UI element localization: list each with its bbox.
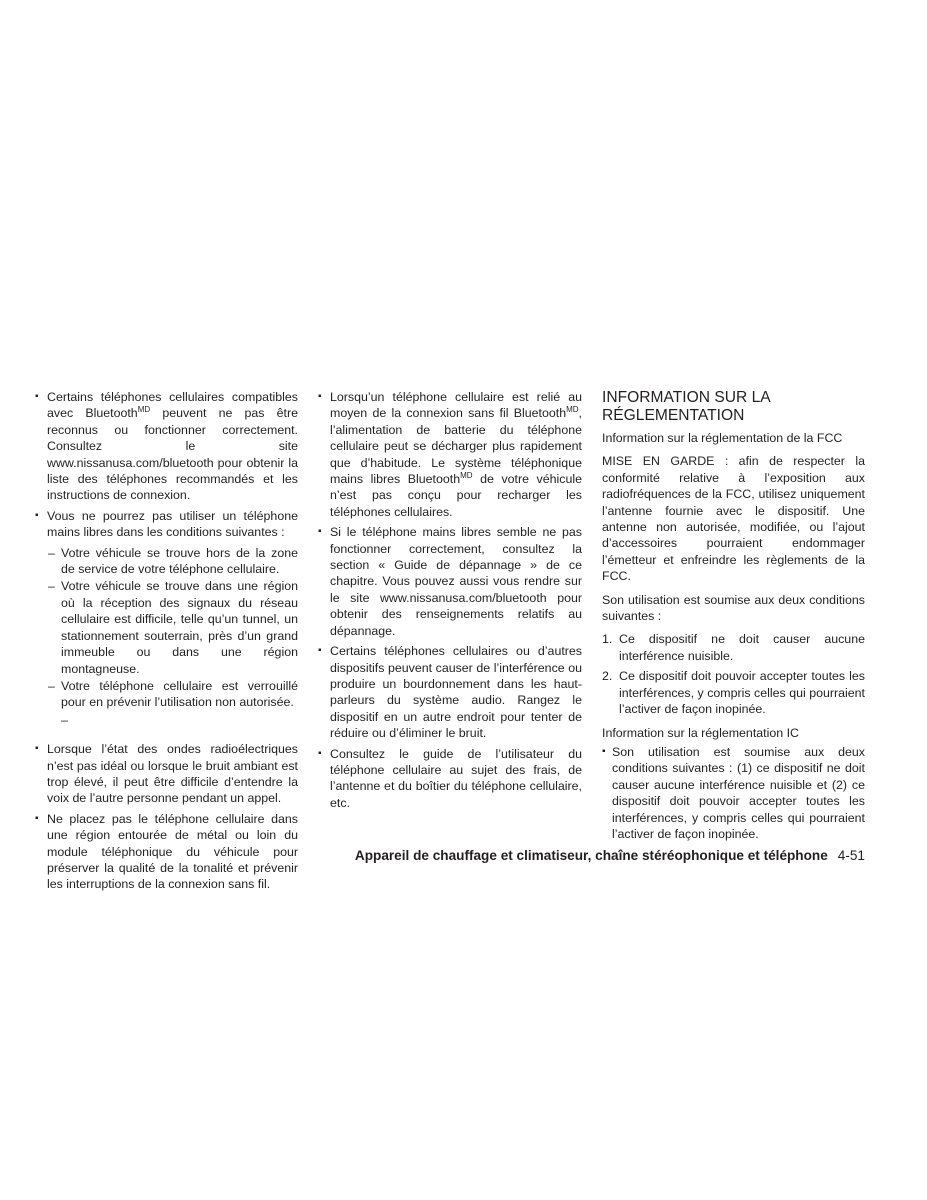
fcc-subtitle: Information sur la réglementation de la FCC	[602, 431, 843, 445]
bullet-phone-placement: ▪ Ne placez pas le téléphone cellulaire dans une région entourée de métal ou loin du module téléphonique du véhicule pour préserver la qualité de la tonalité et prévenir les interruptions de la connexion sans fil.	[35, 811, 298, 893]
left-column	[35, 389, 298, 897]
bullet-ic-conditions: ▪ Son utilisation est soumise aux deux conditions suivantes : (1) ce dispositif ne doit causer aucune interférence nuisible et (2) ce dispositif doit pouvoir accepter toutes les interférences, y compris celles qui pourraient l’activer de façon inopinée.	[602, 744, 865, 842]
fcc-warning: MISE EN GARDE : afin de respecter la conformité relative à l’exposition aux radiofréquences de la FCC, utilisez uniquement l’antenne fournie avec le dispositif. Une antenne non autorisée, modifiée, ou l’ajout d’accessoires pourraient endommager l’émetteur et enfreindre les règlements de la FCC.	[602, 454, 865, 584]
footer-section-title: Appareil de chauffage et climatiseur, chaîne stéréophonique et téléphone	[354, 848, 828, 863]
bullet-radio-conditions: ▪ Lorsque l’état des ondes radioélectriques n’est pas idéal ou lorsque le bruit ambiant est trop élevé, il peut être difficile d’entendre la voix de l’autre personne pendant un appel.	[35, 741, 298, 807]
page-number: 4-51	[837, 848, 865, 863]
empty-sub-item	[35, 712, 298, 728]
numbered-item-1: 1. Ce dispositif ne doit causer aucune interférence nuisible.	[602, 632, 865, 663]
bullet-battery-drain: ▪ Lorsqu’un téléphone cellulaire est relié au moyen de la connexion sans fil Bluetooth$^{MD}$, l’alimentation de batterie du téléphone cellulaire peut se décharger plus rapidement que d’habitude. Le système téléphonique mains libres Bluetooth$^{MD}$ de votre véhicule n’est pas conçu pour recharger les téléphones cellulaires.	[318, 389, 582, 520]
conditions-intro: Son utilisation est soumise aux deux conditions suivantes :	[602, 592, 865, 624]
bullet-compatible-phones: ▪ Certains téléphones cellulaires compatibles avec Bluetooth$^{MD}$ peuvent ne pas être reconnus ou fonctionner correctement. Consultez le site www.nissanusa.com/bluetooth pour obtenir la liste des téléphones recommandés et les instructions de connexion.	[35, 389, 298, 504]
bullet-interference: ▪ Certains téléphones cellulaires ou d’autres dispositifs peuvent causer de l’interférence ou produire un bourdonnement dans les haut-parleurs du système audio. Rangez le dispositif en un autre endroit pour tenter de réduire ou d’éliminer le bruit.	[318, 643, 582, 741]
numbered-item-2: 2. Ce dispositif doit pouvoir accepter toutes les interférences, y compris celles qui pourraient l’activer de façon inopinée.	[602, 669, 865, 717]
bullet-troubleshooting: ▪ Si le téléphone mains libres semble ne pas fonctionner correctement, consultez la section « Guide de dépannage » de ce chapitre. Vous pouvez aussi vous rendre sur le site www.nissanusa.com/bluetooth pour obtenir des renseignements relatifs au dépannage.	[318, 524, 582, 639]
middle-column	[318, 389, 582, 815]
bullet-user-guide: ▪ Consultez le guide de l’utilisateur du téléphone cellulaire au sujet des frais, de l’antenne et du boîtier du téléphone cellulaire, etc.	[318, 746, 582, 812]
bullet-hands-free-conditions: ▪ Vous ne pourrez pas utiliser un téléphone mains libres dans les conditions suivantes :	[35, 508, 298, 541]
sub-item-phone-locked: – Votre téléphone cellulaire est verrouillé pour en prévenir l’utilisation non autorisée.	[35, 678, 298, 711]
sub-item-out-of-service: – Votre véhicule se trouve hors de la zone de service de votre téléphone cellulaire.	[35, 545, 298, 578]
right-column	[602, 389, 865, 842]
ic-subtitle: Information sur la réglementation IC	[602, 725, 799, 740]
page-footer	[355, 848, 865, 863]
sub-item-poor-reception: – Votre véhicule se trouve dans une région où la réception des signaux du réseau cellulaire est difficile, telle qu’un tunnel, un stationnement souterrain, près d’un grand immeuble ou dans une région montagneuse.	[35, 578, 298, 676]
section-heading: INFORMATION SUR LA RÉGLEMENTATION	[602, 389, 770, 424]
